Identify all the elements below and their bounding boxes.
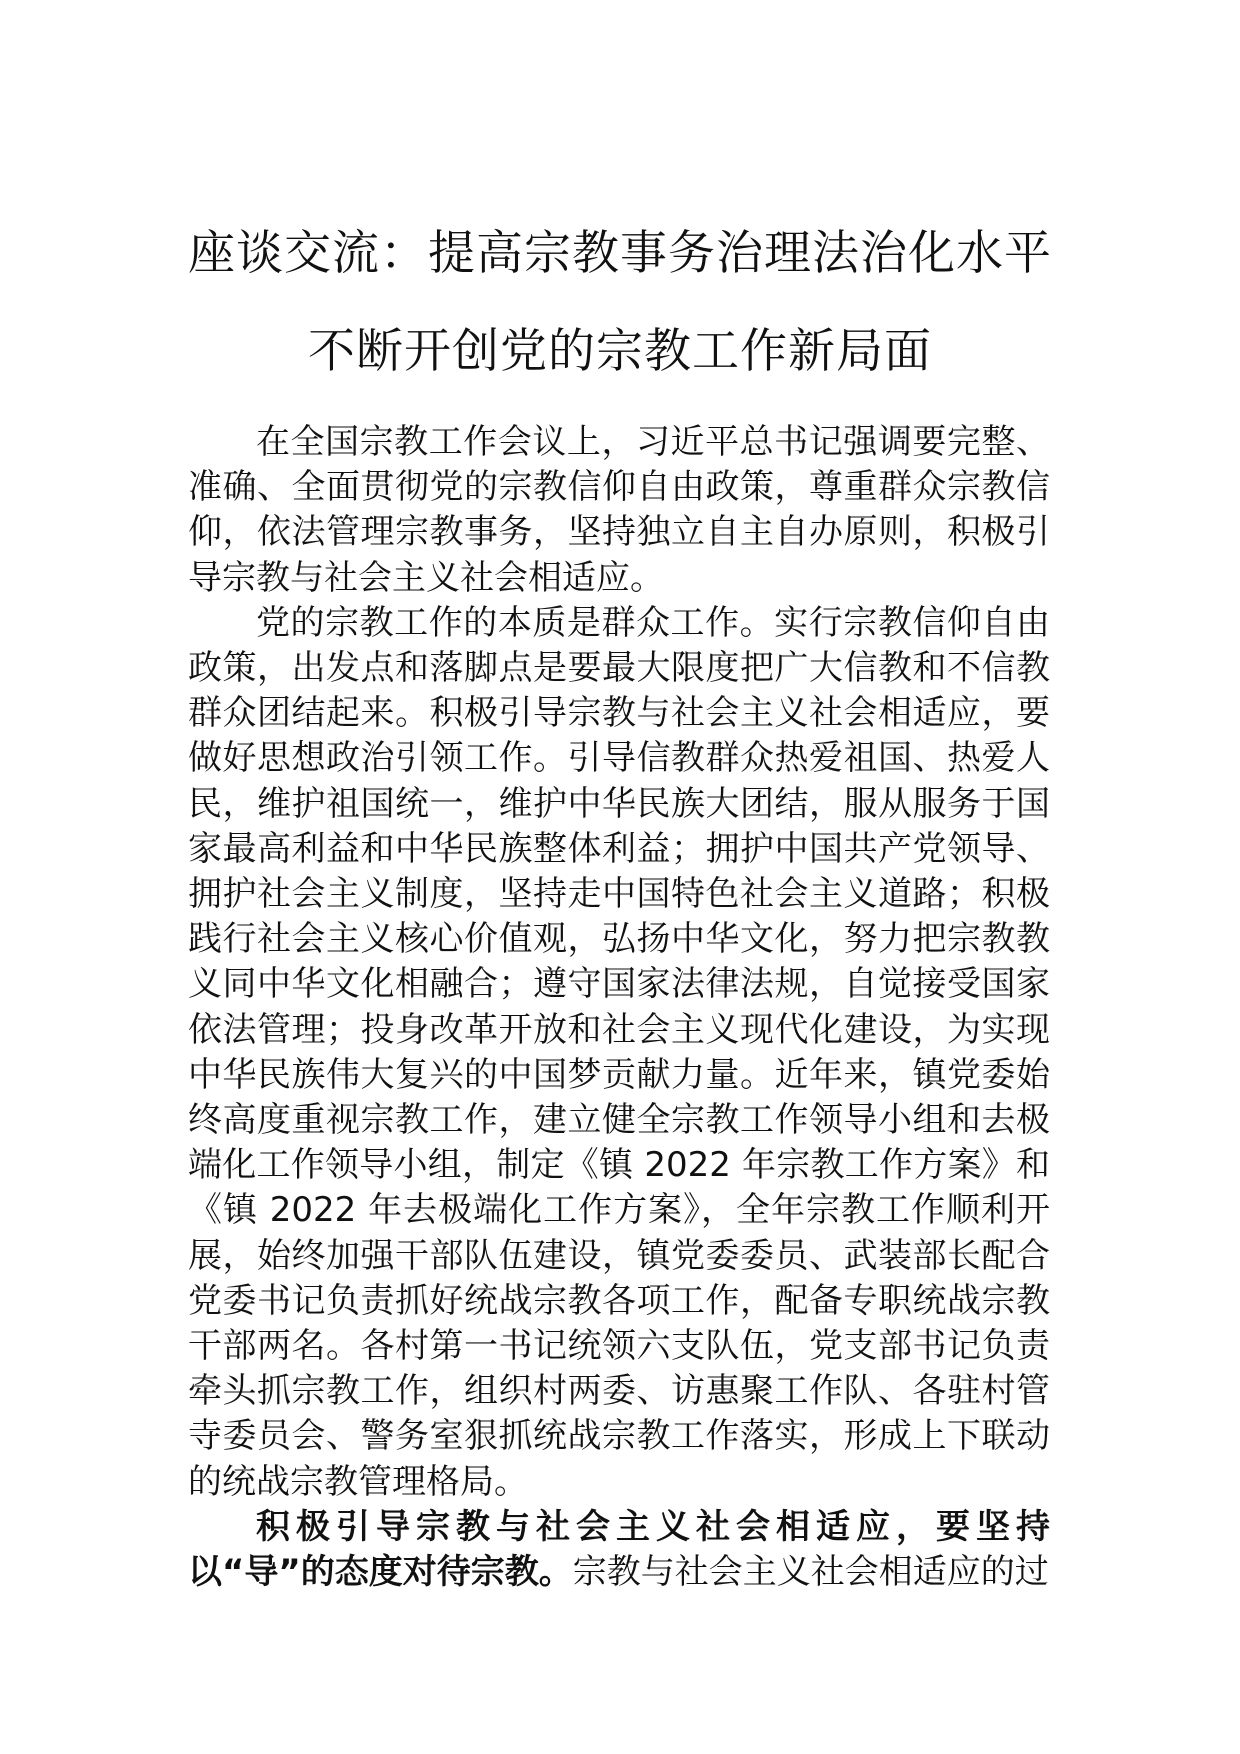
paragraph-3 <box>188 1505 1050 1595</box>
document-body <box>188 420 1050 1595</box>
paragraph-3-text: 宗教与社会主义社会相适应的过 <box>572 1552 1049 1593</box>
title-line-2: 不断开创党的宗教工作新局面 <box>308 324 932 379</box>
document-title <box>0 205 1240 401</box>
title-line-1: 座谈交流：提高宗教事务治理法治化水平 <box>188 226 1052 281</box>
paragraph-2: 党的宗教工作的本质是群众工作。实行宗教信仰自由政策，出发点和落脚点是要最大限度把广大信教和不信教群众团结起来。积极引导宗教与社会主义社会相适应，要做好思想政治引领工作。引导信教群众热爱祖国、热爱人民，维护祖国统一，维护中华民族大团结，服从服务于国家最高利益和中华民族整体利益；拥护中国共产党领导、拥护社会主义制度，坚持走中国特色社会主义道路；积极践行社会主义核心价值观，弘扬中华文化，努力把宗教教义同中华文化相融合；遵守国家法律法规，自觉接受国家依法管理；投身改革开放和社会主义现代化建设，为实现中华民族伟大复兴的中国梦贡献力量。近年来，镇党委始终高度重视宗教工作，建立健全宗教工作领导小组和去极端化工作领导小组，制定《镇 2022 年宗教工作方案》和《镇 2022 年去极端化工作方案》，全年宗教工作顺利开展，始终加强干部队伍建设，镇党委委员、武装部长配合党委书记负责抓好统战宗教各项工作，配备专职统战宗教干部两名。各村第一书记统领六支队伍，党支部书记负责牵头抓宗教工作，组织村两委、访惠聚工作队、各驻村管寺委员会、警务室狠抓统战宗教工作落实，形成上下联动的统战宗教管理格局。 <box>188 602 1050 1502</box>
paragraph-3-bold-lead: 积极引导宗教与社会主义社会相适应，要坚持以“导”的态度对待宗教。 <box>188 1506 1050 1593</box>
paragraph-1: 在全国宗教工作会议上，习近平总书记强调要完整、准确、全面贯彻党的宗教信仰自由政策，尊重群众宗教信仰，依法管理宗教事务，坚持独立自主自办原则，积极引导宗教与社会主义社会相适应。 <box>188 422 1050 598</box>
